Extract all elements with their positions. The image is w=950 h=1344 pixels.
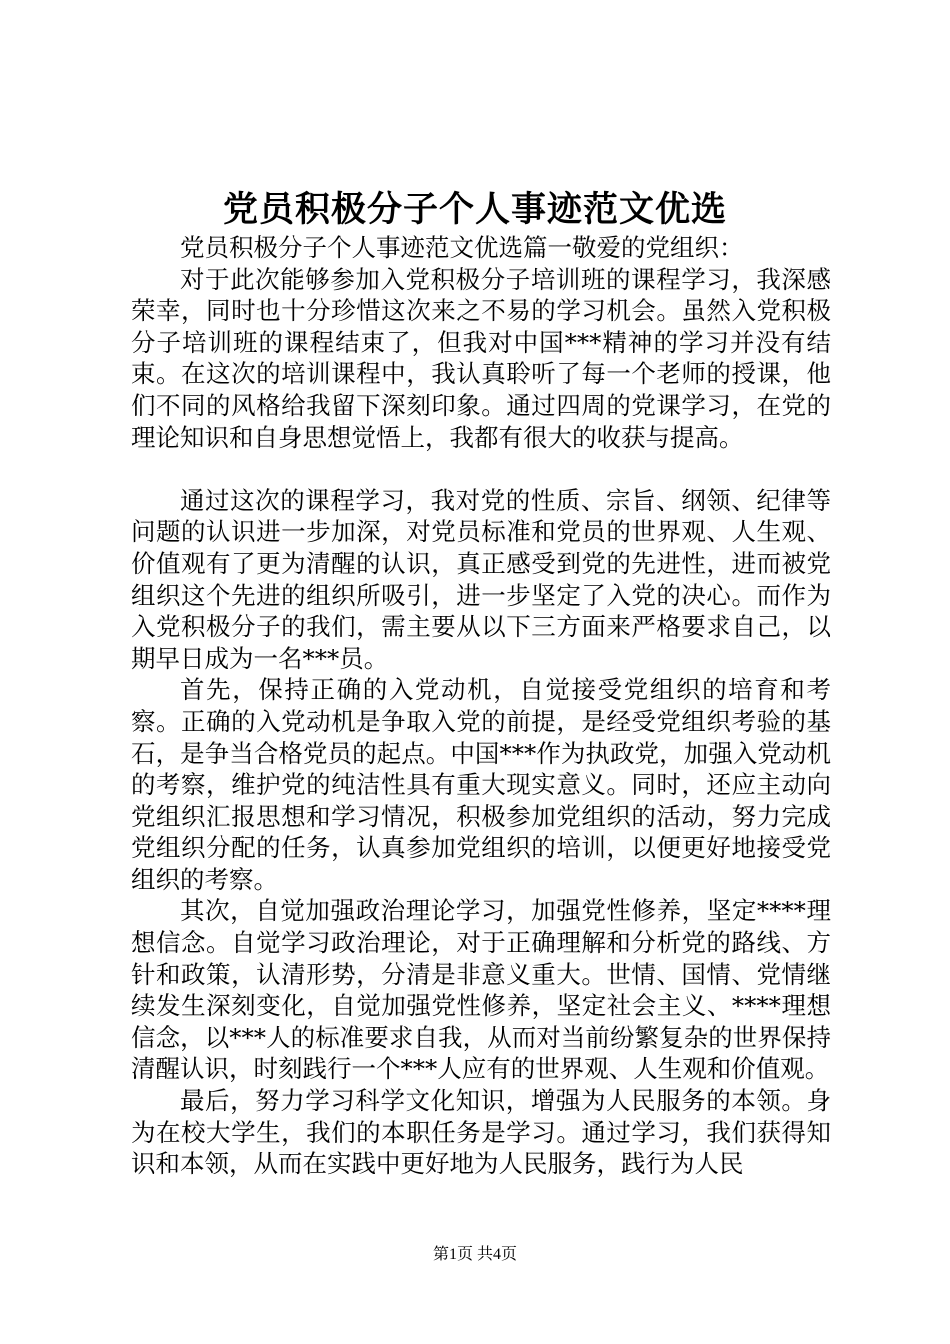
page-number-footer: 第1页 共4页: [432, 1246, 517, 1263]
document-title: 党员积极分子个人事迹范文优选: [222, 189, 727, 230]
paragraph-understanding: 通过这次的课程学习，我对党的性质、宗旨、纲领、纪律等问题的认识进一步加深，对党员标准和党员的世界观、人生观、价值观有了更为清醒的认识，真正感受到党的先进性，进而被党组织这个先进的组织所吸引，进一步坚定了入党的决心。而作为入党积极分子的我们，需主要从以下三方面来严格要求自己，以期早日成为一名***员。: [131, 485, 831, 673]
paragraph-third-point: 最后，努力学习科学文化知识，增强为人民服务的本领。身为在校大学生，我们的本职任务是学习。通过学习，我们获得知识和本领，从而在实践中更好地为人民服务，践行为人民: [131, 1086, 831, 1179]
paragraph-salutation: 党员积极分子个人事迹范文优选篇一敬爱的党组织：: [180, 233, 744, 262]
paragraph-first-point: 首先，保持正确的入党动机，自觉接受党组织的培育和考察。正确的入党动机是争取入党的前提，是经受党组织考验的基石，是争当合格党员的起点。中国***作为执政党，加强入党动机的考察，维护党的纯洁性具有重大现实意义。同时，还应主动向党组织汇报思想和学习情况，积极参加党组织的活动，努力完成党组织分配的任务，认真参加党组织的培训，以便更好地接受党组织的考察。: [131, 675, 831, 894]
document-body: [131, 232, 831, 1180]
paragraph-intro: 对于此次能够参加入党积极分子培训班的课程学习，我深感荣幸，同时也十分珍惜这次来之不易的学习机会。虽然入党积极分子培训班的课程结束了，但我对中国***精神的学习并没有结束。在这次的培训课程中，我认真聆听了每一个老师的授课，他们不同的风格给我留下深刻印象。通过四周的党课学习，在党的理论知识和自身思想觉悟上，我都有很大的收获与提高。: [131, 264, 831, 452]
paragraph-second-point: 其次，自觉加强政治理论学习，加强党性修养，坚定****理想信念。自觉学习政治理论，对于正确理解和分析党的路线、方针和政策，认清形势，分清是非意义重大。世情、国情、党情继续发生深刻变化，自觉加强党性修养，坚定社会主义、****理想信念，以***人的标准要求自我，从而对当前纷繁复杂的世界保持清醒认识，时刻践行一个***人应有的世界观、人生观和价值观。: [131, 896, 831, 1084]
